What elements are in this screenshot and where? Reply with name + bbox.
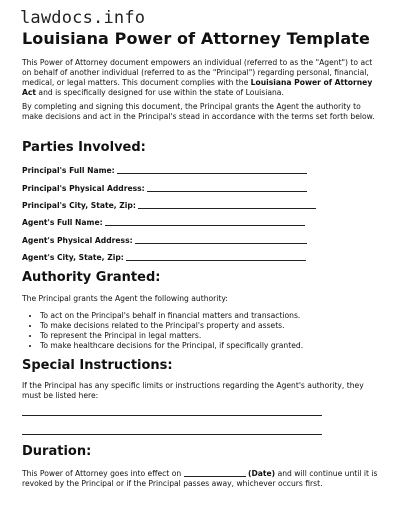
duration-text-a: This Power of Attorney goes into effect on (22, 469, 184, 478)
duration-text (22, 468, 382, 489)
instruction-line-2[interactable] (22, 434, 322, 435)
field-line[interactable] (126, 252, 306, 261)
agent-address-field[interactable] (22, 235, 307, 245)
field-label: Agent's Full Name: (22, 218, 103, 227)
agent-city-field[interactable] (22, 252, 306, 262)
authority-intro: The Principal grants the Agent the following authority: (22, 294, 228, 303)
document-title: Louisiana Power of Attorney Template (22, 29, 370, 48)
list-item: • To represent the Principal in legal matters. (40, 331, 382, 341)
parties-heading: Parties Involved: (22, 140, 146, 155)
field-line[interactable] (147, 183, 307, 192)
list-item: • To act on the Principal's behalf in financial matters and transactions. (40, 311, 382, 321)
date-blank[interactable] (184, 468, 246, 477)
field-line[interactable] (138, 200, 316, 209)
authority-list (22, 311, 382, 351)
field-label: Agent's City, State, Zip: (22, 253, 124, 262)
field-label: Agent's Physical Address: (22, 236, 133, 245)
principal-address-field[interactable] (22, 183, 307, 193)
list-item: • To make decisions related to the Principal's property and assets. (40, 321, 382, 331)
agent-name-field[interactable] (22, 217, 305, 227)
duration-heading: Duration: (22, 444, 92, 459)
intro-text-b: and is specifically designed for use within the state of Louisiana. (36, 88, 284, 97)
field-label: Principal's Full Name: (22, 166, 115, 175)
list-item: • To make healthcare decisions for the Principal, if specifically granted. (40, 341, 382, 351)
date-label: (Date) (248, 469, 276, 478)
field-label: Principal's Physical Address: (22, 184, 145, 193)
principal-city-field[interactable] (22, 200, 316, 210)
field-line[interactable] (105, 217, 305, 226)
duration-text-b: and will continue until it is revoked by the Principal or if the Principal passes away, whichever occurs first. (22, 469, 378, 488)
principal-name-field[interactable] (22, 165, 307, 175)
intro-paragraph-2: By completing and signing this document, the Principal grants the Agent the authority to make decisions and act in the Principal's stead in accordance with the terms set forth below. (22, 102, 375, 121)
site-watermark: lawdocs.info (20, 8, 146, 28)
special-heading: Special Instructions: (22, 358, 173, 373)
field-line[interactable] (117, 165, 307, 174)
instruction-line-1[interactable] (22, 415, 322, 416)
authority-heading: Authority Granted: (22, 270, 161, 285)
special-text: If the Principal has any specific limits or instructions regarding the Agent's authority, they must be listed here: (22, 381, 364, 400)
field-line[interactable] (135, 235, 307, 244)
intro-paragraph-1 (22, 58, 382, 98)
intro-text-a: This Power of Attorney document empowers an individual (referred to as the "Agent") to act on behalf of another individual (referred to as the "Principal") regarding personal, financial, medical, or legal matters. This document complies with the (22, 58, 373, 87)
field-label: Principal's City, State, Zip: (22, 201, 136, 210)
act-name: Louisiana Power of Attorney Act (22, 78, 373, 97)
